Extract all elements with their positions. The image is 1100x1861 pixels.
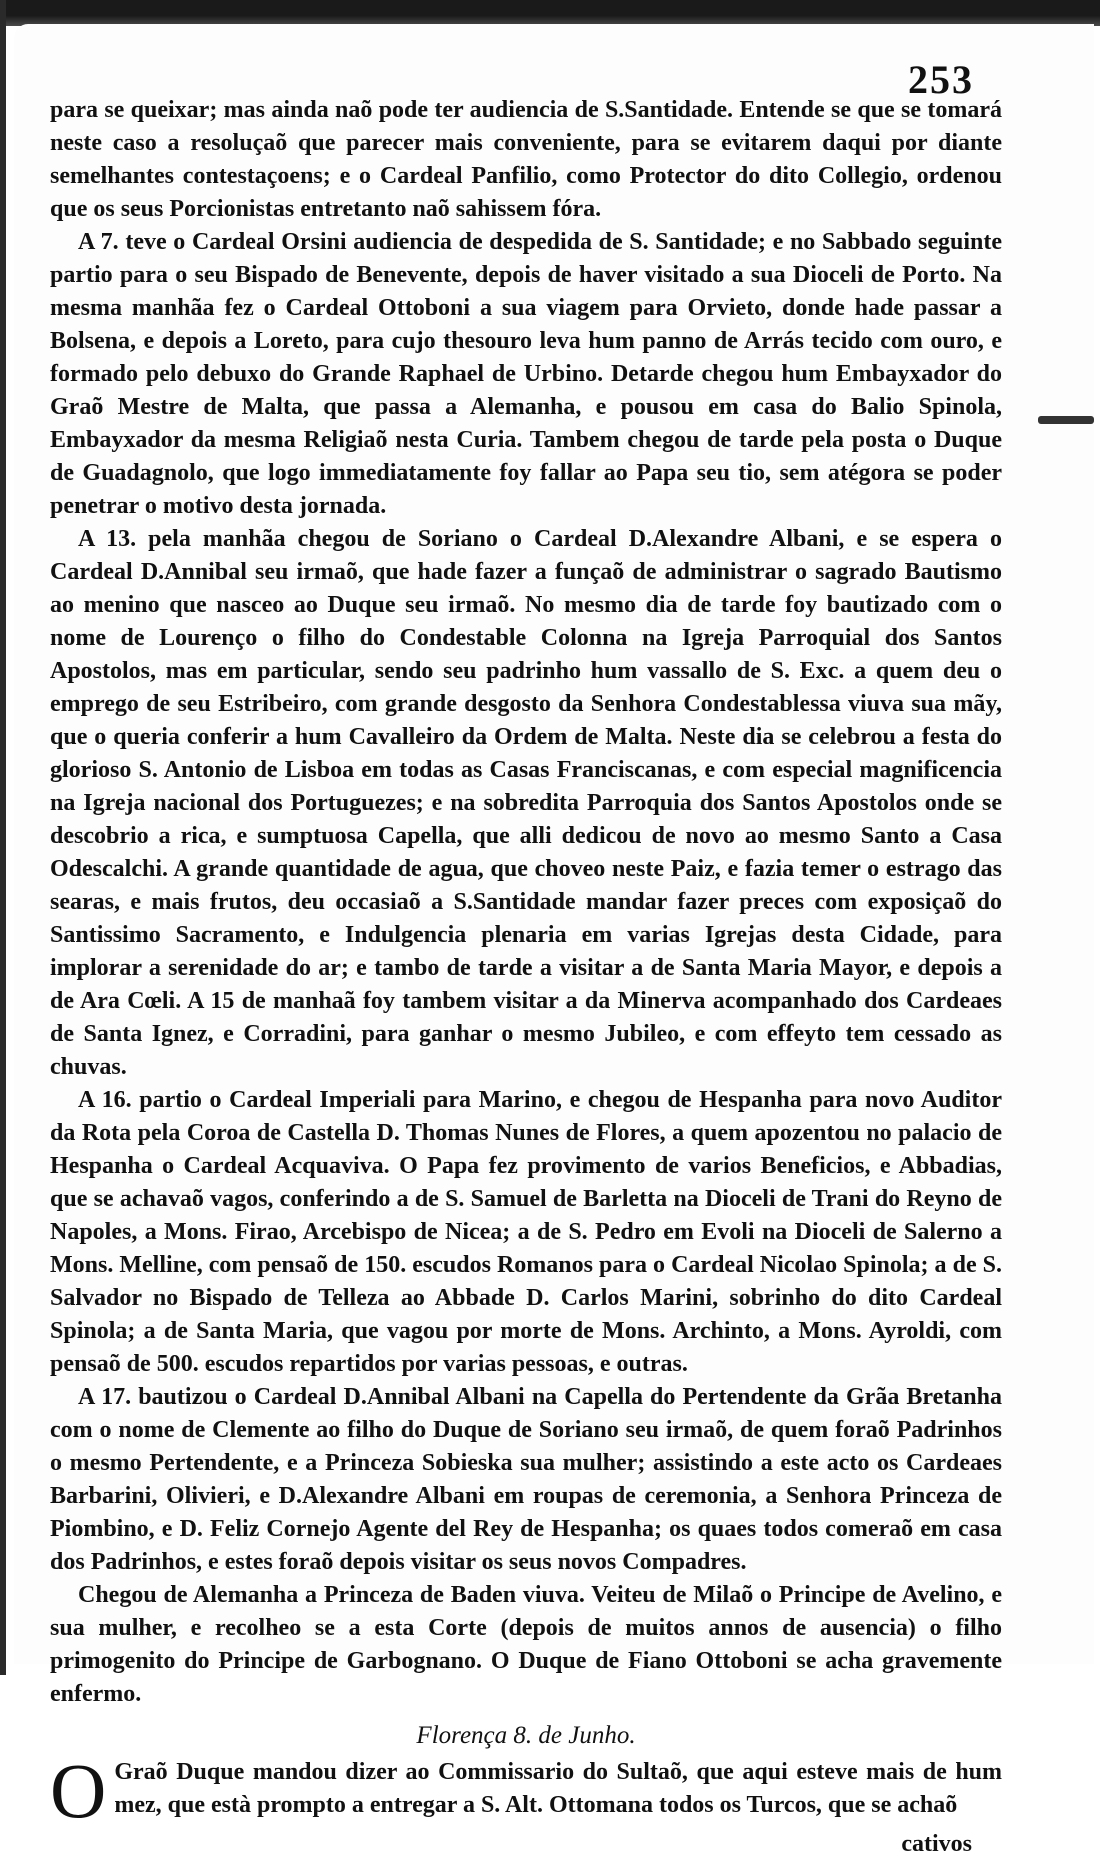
paragraph-day-17: A 17. bautizou o Cardeal D.Annibal Albani na Capella do Pertendente da Grãa Bretanha com o nome de Clemente ao filho do Duque de Soriano seu irmaõ, de quem foraõ Padrinhos o mesmo Pertendente, e a Princeza Sobieska sua mulher; assistindo a este acto os Cardeaes Barbarini, Olivieri, e D.Alexandre Albani em roupas de ceremonia, a Senhora Princeza de Piombino, e D. Feliz Cornejo Agente del Rey de Hespanha; os quaes todos comeraõ em casa dos Padrinhos, e estes foraõ depois visitar os seus novos Compadres. <box>50 1384 1002 1575</box>
paragraph-day-13: A 13. pela manhãa chegou de Soriano o Cardeal D.Alexandre Albani, e se espera o Cardeal D.Annibal seu irmaõ, que hade fazer a funçaõ de administrar o sagrado Bautismo ao menino que nasceo ao Duque seu irmaõ. No mesmo dia de tarde foy bautizado com o nome de Lourenço o filho do Condestable Colonna na Igreja Parroquial dos Santos Apostolos, mas em particular, sendo seu padrinho hum vassallo de S. Exc. a quem deu o emprego de seu Estribeiro, com grande desgosto da Senhora Condestablessa viuva sua mãy, que o queria conferir a hum Cavalleiro da Ordem de Malta. Neste dia se celebrou a festa do glorioso S. Antonio de Lisboa em todas as Casas Franciscanas, e com especial magnificencia na Igreja nacional dos Portuguezes; e na sobredita Parroquia dos Santos Apostolos onde se descobrio a rica, e sumptuosa Capella, que alli dedicou de novo ao mesmo Santo a Casa Odescalchi. A grande quantidade de agua, que choveo neste Paiz, e fazia temer o estrago das searas, e mais frutos, deu occasiaõ a S.Santidade mandar fazer preces com exposiçaõ do Santissimo Sacramento, e Indulgencia plenaria em varias Igrejas desta Cidade, para implorar a serenidade do ar; e tambo de tarde a visitar a de Santa Maria Mayor, e depois a de Ara Cœli. A 15 de manhaã foy tambem visitar a da Minerva acompanhado dos Cardeaes de Santa Ignez, e Corradini, para ganhar o mesmo Jubileo, e com effeyto tem cessado as chuvas. <box>50 526 1002 1080</box>
drop-cap: O <box>50 1747 107 1834</box>
paragraph-day-7: A 7. teve o Cardeal Orsini audiencia de despedida de S. Santidade; e no Sabbado seguinte partio para o seu Bispado de Benevente, depois de haver visitado a sua Dioceli de Porto. Na mesma manhãa fez o Cardeal Ottoboni a sua viagem para Orvieto, donde hade passar a Bolsena, e depois a Loreto, para cujo thesouro leva hum panno de Arrás tecido com ouro, e formado pelo debuxo do Grande Raphael de Urbino. Detarde chegou hum Embayxador do Graõ Mestre de Malta, que passa a Alemanha, e pousou em casa do Balio Spinola, Embayxador da mesma Religiaõ nesta Curia. Tambem chegou de tarde pela posta o Duque de Guadagnolo, que logo immediatamente foy fallar ao Papa seu tio, sem atégora se poder penetrar o motivo desta jornada. <box>50 229 1002 519</box>
dateline-florence: Florença 8. de Junho. <box>416 1722 636 1749</box>
scan-edge-left <box>0 0 6 1675</box>
margin-mark <box>1038 416 1094 424</box>
paragraph-florence <box>50 1747 1002 1834</box>
gazette-page <box>14 24 1094 1857</box>
text-column <box>50 94 1002 1861</box>
paragraph-day-16: A 16. partio o Cardeal Imperiali para Marino, e chegou de Hespanha para novo Auditor da Rota pela Coroa de Castella D. Thomas Nunes de Flores, a quem apozentou no palacio de Hespanha o Cardeal Acquaviva. O Papa fez provimento de varios Beneficios, e Abbadias, que se achavaõ vagos, conferindo a de S. Samuel de Barletta na Dioceli de Trani do Reyno de Napoles, a Mons. Firao, Arcebispo de Nicea; a de S. Pedro em Evoli na Dioceli de Salerno a Mons. Melline, com pensaõ de 150. escudos Romanos para o Cardeal Nicolao Spinola; a de S. Salvador no Bispado de Telleza ao Abbade D. Carlos Marini, sobrinho do dito Cardeal Spinola; a de Santa Maria, que vagou por morte de Mons. Archinto, a Mons. Ayroldi, com pensaõ de 500. escudos repartidos por varias pessoas, e outras. <box>50 1087 1002 1377</box>
page-number: 253 <box>908 57 974 102</box>
scan-edge-top <box>0 0 1100 26</box>
paragraph-florence-text: Graõ Duque mandou dizer ao Commissario do Sultaõ, que aqui esteve mais de hum mez, que està prompto a entregar a S. Alt. Ottomana todos os Turcos, que se achaõ <box>114 1759 1002 1818</box>
catchword: cativos <box>901 1831 972 1857</box>
paragraph-continuation: para se queixar; mas ainda naõ pode ter audiencia de S.Santidade. Entende se que se tomará neste caso a resoluçaõ que parecer mais conveniente, para se evitarem daqui por diante semelhantes contestaçoens; e o Cardeal Panfilio, como Protector do dito Collegio, ordenou que os seus Porcionistas entretanto naõ sahissem fóra. <box>50 97 1002 222</box>
paragraph-arrivals: Chegou de Alemanha a Princeza de Baden viuva. Veiteu de Milaõ o Principe de Avelino, e sua mulher, e recolheo se a esta Corte (depois de muitos annos de ausencia) o filho primogenito do Principe de Garbognano. O Duque de Fiano Ottoboni se acha gravemente enfermo. <box>50 1582 1002 1707</box>
